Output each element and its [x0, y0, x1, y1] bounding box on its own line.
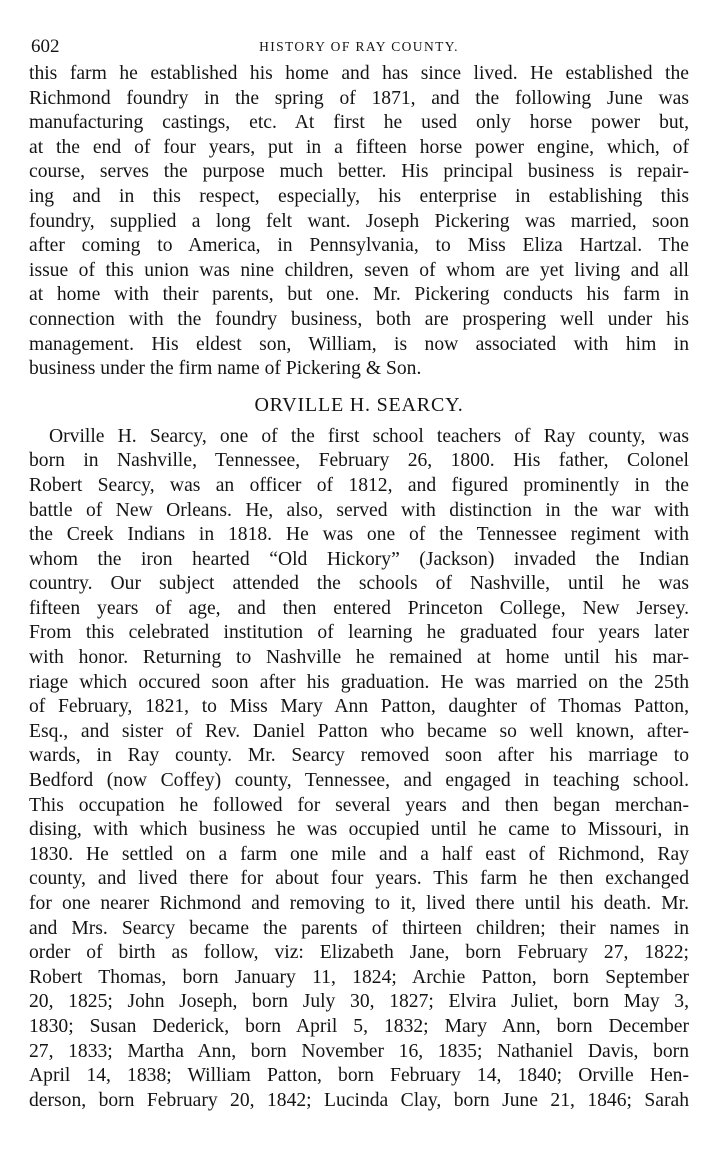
- text-line: country. Our subject attended the schools of Nashville, until he was: [29, 573, 689, 595]
- text-line: Esq., and sister of Rev. Daniel Patton who became so well known, after-: [29, 720, 689, 742]
- section-heading: ORVILLE H. SEARCY.: [254, 393, 464, 416]
- text-line: Richmond foundry in the spring of 1871, and the following June was: [29, 87, 689, 109]
- paragraph-searcy: [29, 425, 689, 1114]
- text-line: with honor. Returning to Nashville he remained at home until his mar-: [29, 647, 689, 669]
- text-line: Robert Thomas, born January 11, 1824; Archie Patton, born September: [29, 966, 689, 988]
- text-line: connection with the foundry business, both are prospering well under his: [29, 308, 689, 330]
- text-line: county, and lived there for about four years. This farm he then exchanged: [29, 868, 689, 890]
- text-line: at home with their parents, but one. Mr. Pickering conducts his farm in: [29, 284, 689, 306]
- text-line: 27, 1833; Martha Ann, born November 16, 1835; Nathaniel Davis, born: [29, 1040, 689, 1062]
- text-line: born in Nashville, Tennessee, February 26, 1800. His father, Colonel: [29, 450, 689, 472]
- text-line: issue of this union was nine children, seven of whom are yet living and all: [29, 259, 689, 281]
- text-line: Orville H. Searcy, one of the first school teachers of Ray county, was: [49, 425, 689, 447]
- book-page: [29, 30, 689, 1113]
- text-line: foundry, supplied a long felt want. Joseph Pickering was married, soon: [29, 210, 689, 232]
- text-line: course, serves the purpose much better. His principal business is repair-: [29, 161, 689, 183]
- text-line: the Creek Indians in 1818. He was one of the Tennessee regiment with: [29, 524, 689, 546]
- text-line: management. His eldest son, William, is now associated with him in: [29, 333, 689, 355]
- running-header: [29, 30, 689, 60]
- paragraph-pickering: [29, 62, 689, 382]
- text-line: at the end of four years, put in a fifteen horse power engine, which, of: [29, 136, 689, 158]
- text-line: 1830; Susan Dederick, born April 5, 1832; Mary Ann, born December: [29, 1015, 689, 1037]
- text-line: April 14, 1838; William Patton, born February 14, 1840; Orville Hen-: [29, 1065, 689, 1087]
- text-line: From this celebrated institution of learning he graduated four years later: [29, 622, 689, 644]
- text-line: 20, 1825; John Joseph, born July 30, 1827; Elvira Juliet, born May 3,: [29, 991, 689, 1013]
- page-number: 602: [31, 36, 60, 57]
- text-line: ing and in this respect, especially, his enterprise in establishing this: [29, 185, 689, 207]
- text-line: of February, 1821, to Miss Mary Ann Patton, daughter of Thomas Patton,: [29, 696, 689, 718]
- text-line: This occupation he followed for several years and then began merchan-: [29, 794, 689, 816]
- text-line: for one nearer Richmond and removing to it, lived there until his death. Mr.: [29, 893, 689, 914]
- running-title: HISTORY OF RAY COUNTY.: [259, 39, 459, 54]
- text-line: 1830. He settled on a farm one mile and a half east of Richmond, Ray: [29, 843, 689, 865]
- text-line: whom the iron hearted “Old Hickory” (Jackson) invaded the Indian: [29, 548, 689, 570]
- text-line: order of birth as follow, viz: Elizabeth Jane, born February 27, 1822;: [29, 942, 689, 964]
- text-line: fifteen years of age, and then entered Princeton College, New Jersey.: [29, 597, 689, 619]
- text-line: business under the firm name of Pickering & Son.: [29, 358, 422, 380]
- text-line: battle of New Orleans. He, also, served with distinction in the war with: [29, 499, 689, 521]
- text-line: dising, with which business he was occupied until he came to Missouri, in: [29, 819, 689, 841]
- text-line: riage which occured soon after his graduation. He was married on the 25th: [29, 671, 689, 693]
- text-line: wards, in Ray county. Mr. Searcy removed soon after his marriage to: [29, 745, 689, 767]
- text-line: Bedford (now Coffey) county, Tennessee, and engaged in teaching school.: [29, 770, 689, 792]
- text-line: this farm he established his home and has since lived. He established the: [29, 63, 689, 84]
- text-line: after coming to America, in Pennsylvania, to Miss Eliza Hartzal. The: [29, 235, 689, 257]
- text-line: manufacturing castings, etc. At first he used only horse power but,: [29, 112, 689, 134]
- text-line: and Mrs. Searcy became the parents of thirteen children; their names in: [29, 917, 689, 939]
- text-line: Robert Searcy, was an officer of 1812, and figured prominently in the: [29, 474, 689, 496]
- text-line: derson, born February 20, 1842; Lucinda Clay, born June 21, 1846; Sarah: [29, 1089, 689, 1111]
